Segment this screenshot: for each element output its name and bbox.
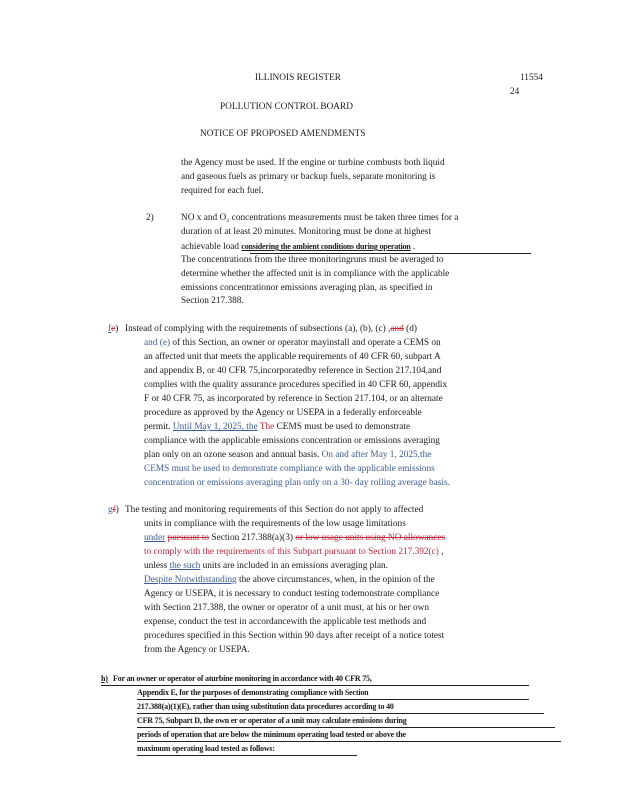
text-segment: (d): [403, 324, 418, 334]
text-line: [144, 421, 410, 434]
inserted-text: Until May 1, 2025, the: [172, 422, 258, 432]
text-line: with Section 217.388, the owner or operator of a unit must, at his or her own: [144, 603, 430, 613]
text-segment: ,: [438, 547, 444, 557]
text-line: compliance with the applicable emissions concentration or emissions averaging: [144, 436, 440, 446]
inserted-text: to comply with the requirements of this Subpart pursuant to Section 217.392(c): [144, 547, 439, 557]
text-segment: units are included in an emissions averaging plan.: [200, 561, 389, 571]
inserted-text: under: [144, 533, 166, 543]
text-line: [125, 323, 417, 336]
label-tail: ): [115, 324, 119, 334]
text-line: the Agency must be used. If the engine or turbine combusts both liquid: [181, 158, 445, 168]
text-line: maximum operating load tested as follows:: [137, 744, 275, 753]
label-inserted: g: [108, 505, 113, 515]
text-segment: unless: [144, 561, 170, 571]
text-line: Section 217.388.: [181, 296, 244, 306]
text-segment: of this Section, an owner or operator mayinstall and operate a CEMS on: [170, 338, 441, 348]
paragraph-label: [108, 323, 118, 336]
text-line: The testing and monitoring requirements of this Section do not apply to affected: [125, 505, 424, 515]
text-segment: plan only on an ozone season and annual basis.: [144, 450, 322, 460]
item-number: 2): [146, 213, 154, 223]
text-line: expense, conduct the test in accordancewith the applicable test methods and: [144, 617, 427, 627]
text-line: Appendix E, for the purposes of demonstrating compliance with Section: [137, 688, 369, 697]
text-line: [144, 574, 435, 587]
text-line: emissions concentrationor emissions averaging plan, as specified in: [181, 283, 433, 293]
text-line: [144, 560, 388, 573]
label-deleted: f: [112, 505, 116, 515]
text-line: NO x and O₂ concentrations measurements must be taken three times for a: [181, 213, 459, 223]
board-title: POLLUTION CONTROL BOARD: [220, 102, 353, 112]
inserted-text: considering the ambient conditions during operation: [241, 242, 411, 251]
text-segment: CEMS must be used to demonstrate: [274, 422, 411, 432]
text-segment: Instead of complying with the requirements of subsections (a), (b), (c) ,: [125, 324, 391, 334]
text-line: periods of operation that are below the minimum operating load tested or above the: [137, 730, 406, 739]
inserted-line: concentration or emissions averaging plan only on a 30- day rolling average basis.: [144, 478, 450, 488]
text-line: 217.388(a)(1)(E), rather than using substitution data procedures according to 40: [137, 702, 394, 711]
text-line: required for each fuel.: [181, 186, 264, 196]
text-line: [144, 532, 445, 545]
label-deleted: e: [111, 324, 116, 334]
text-line: and gaseous fuels as primary or backup fuels, separate monitoring is: [181, 172, 436, 182]
text-line: For an owner or operator of aturbine monitoring in accordance with 40 CFR 75,: [113, 674, 372, 683]
text-line: CFR 75, Subpart D, the own er or operator of a unit may calculate emissions during: [137, 716, 407, 725]
underline-rule: [137, 755, 357, 756]
label-inserted: f: [108, 324, 112, 334]
paragraph-label: h): [101, 674, 108, 683]
inserted-line: CEMS must be used to demonstrate compliance with the applicable emissions: [144, 464, 435, 474]
issue-number: 24: [510, 87, 520, 97]
notice-title: NOTICE OF PROPOSED AMENDMENTS: [200, 129, 366, 139]
text-segment: Section 217.388(a)(3): [209, 533, 296, 543]
paragraph-label: [108, 504, 119, 517]
deleted-text: pursuant to: [167, 533, 210, 543]
inserted-text: On and after May 1, 2025,the: [321, 450, 432, 460]
text-line: an affected unit that meets the applicable requirements of 40 CFR 60, subpart A: [144, 352, 441, 362]
text-line: [181, 240, 415, 254]
text-line: The concentrations from the three monitoringruns must be averaged to: [181, 255, 444, 265]
inserted-text: and (e): [144, 338, 171, 348]
text-line: and appendix B, or 40 CFR 75,incorporatedby reference in Section 217.104,and: [144, 366, 442, 376]
text-line: Agency or USEPA, it is necessary to conduct testing todemonstrate compliance: [144, 589, 440, 599]
text-segment: the above circumstances, when, in the opinion of the: [236, 575, 435, 585]
register-title: ILLINOIS REGISTER: [255, 73, 341, 83]
text-line: procedures specified in this Section within 90 days after receipt of a notice totest: [144, 631, 445, 641]
text-line: determine whether the affected unit is in compliance with the applicable: [181, 269, 450, 279]
label-tail: ): [115, 505, 119, 515]
text-line: procedure as approved by the Agency or USEPA in a federally enforceable: [144, 408, 422, 418]
text-line: complies with the quality assurance procedures specified in 40 CFR 60, appendix: [144, 380, 448, 390]
text-segment: permit.: [144, 422, 173, 432]
deleted-text: or low usage units using NO allowances: [295, 533, 446, 543]
deleted-text: The: [259, 422, 275, 432]
text-line: units in compliance with the requirements of the low usage limitations: [144, 519, 406, 529]
text-line: [144, 449, 431, 462]
text-line: from the Agency or USEPA.: [144, 645, 250, 655]
deleted-text: and: [390, 324, 404, 334]
inserted-text: Despite Notwithstanding: [144, 575, 237, 585]
text-line: [144, 546, 444, 559]
text-line: duration of at least 20 minutes. Monitoring must be done at highest: [181, 227, 431, 237]
text-segment: achievable load: [181, 242, 242, 252]
text-segment: .: [410, 242, 416, 252]
inserted-text: the such: [169, 561, 201, 571]
page-number: 11554: [520, 73, 543, 83]
text-line: F or 40 CFR 75, as incorporated by reference in Section 217.104, or an alternate: [144, 394, 443, 404]
text-line: [144, 337, 441, 350]
